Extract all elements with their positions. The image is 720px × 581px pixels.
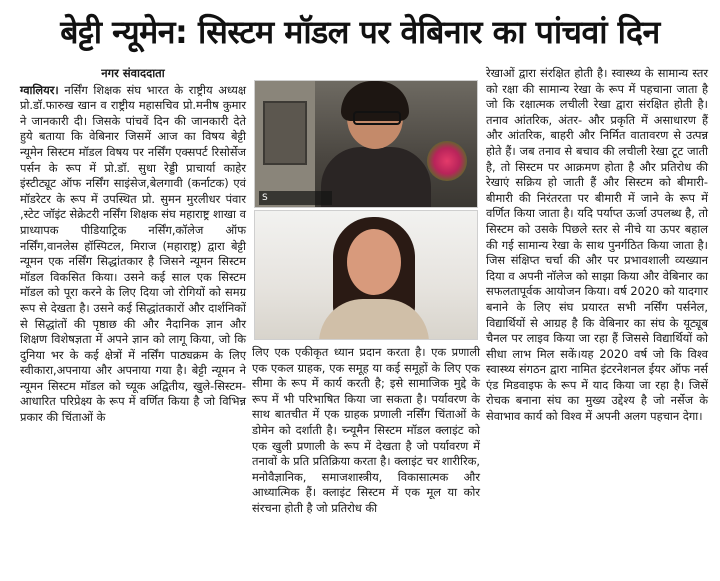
dateline: ग्वालियर। — [20, 82, 59, 97]
photo-participant-bottom — [254, 210, 478, 340]
article-column-3 — [486, 66, 708, 425]
photo-flowers — [427, 141, 467, 181]
headline: बेट्टी न्यूमेन: सिस्टम मॉडल पर वेबिनार का पांचवां दिन — [60, 12, 660, 51]
glasses-icon — [353, 111, 401, 125]
column-2-body: लिए एक एकीकृत ध्यान प्रदान करता है। एक प्रणाली एक एकल ग्राहक, एक समूह या कई समूहों के लिए एक सीमा के रूप में कार्य करती है; इसे सामाजिक मुद्दे के रूप में भी परिभाषित किया जा सकता है। पर्यावरण के साथ बातचीत में एक ग्राहक प्रणाली नर्सिंग चिंताओं के डोमेन को दर्शाती है। च्न्यूमैन सिस्टम मॉडल क्लाइंट को एक खुली प्रणाली के रूप में देखता है जो पर्यावरण में तनावों के प्रति प्रतिक्रिया करता है। क्लाइंट चर शारीरिक, मनोवैज्ञानिक, समाजशास्त्रीय, विकासात्मक और आध्यात्मिक हैं। क्लाइंट सिस्टम में एक मूल या कोर संरचना होती है जो प्रतिरोध की — [252, 345, 480, 515]
column-3-body: रेखाओं द्वारा संरक्षित होती है। स्वास्थ्य के सामान्य स्तर को रक्षा की सामान्य रेखा के रूप में पहचाना जाता है जो कि रक्षात्मक लचीली रेखा द्वारा संरक्षित होती है। तनाव आंतरिक, अंतर- और प्रकृति में असाधारण हैं और आंतरिक, बाहरी और निर्मित वातावरण से उत्पन्न होते हैं। जब तनाव से बचाव की लचीली रेखा टूट जाती है, तो सिस्टम पर आक्रमण होता है और प्रतिरोध की रेखाएं सक्रिय हो जाती हैं और सिस्टम को बीमारी-बीमारी की निरंतरता पर बीमारी में जाने के रूप में वर्णित किया जाता है। यदि पर्याप्त ऊर्जा उपलब्ध है, तो सिस्टम को उसके पिछले स्तर से नीचे या ऊपर बहाल की गई सामान्य रेखा के साथ पुनर्गठित किया जाता है।जिस संक्षिप्त चर्चा की और पर प्रभावशाली व्यख्यान दिया व अपनी नॉलेज को साझा किया और वेबिनार का सफलतापूर्वक आयोजन किया। वर्ष 2020 को यादगार बनाने के लिए संघ प्रयारत सभी नर्सिंग पर्सनेल, विद्यार्थियों से आग्रह है कि वेबिनार का संघ के यूट्यूब चैनल पर लाइव किया जा रहा हैं जिससे विद्यार्थियों को सीधा लाभ मिल सकें।यह 2020 वर्ष जो कि विश्व स्वास्थ्य संगठन द्वारा नामित इंटरनेशनल ईयर ऑफ नर्स एंड मिडवाइफ के रूप में याद किया जा रहा है। जिसें रोचक बनाना संघ का मुख्य उद्देश्य है जो नर्सेज के सेवाभाव कार्य को विश्व में अपनी अलग पहचान देगा। — [486, 66, 708, 424]
article-column-2 — [252, 345, 480, 517]
column-1-text — [20, 83, 246, 426]
article-column-1 — [20, 66, 246, 426]
column-1-body: नर्सिंग शिक्षक संघ भारत के राष्ट्रीय अध्यक्ष प्रो.डॉ.फारुख खान व राष्ट्रीय महासचिव प्रो.मनीष कुमार ने जानकारी दी। जिसके पांचवें दिन की जानकारी देते हुये बताया कि वेबिनार जिसमें आज का विषय बेट्टी न्यूमेन सिस्टम मॉडल विषय पर नर्सिंग एक्सपर्ट रिसोर्सेज पर्सन के रूप में प्रो.डॉ. सुधा रेड्डी प्राचार्या काहेर इंस्टीट्यूट ऑफ नर्सिंग साइंसेज,बेलगावी (कर्नाटक) एवं मॉडरेटर के रूप में उपस्थित प्रो. सुमन मुरलीधर पंवार ,स्टेट जॉइंट सेक्रेटरी नर्सिंग शिक्षक संघ महाराष्ट्र शाखा व प्राध्यापक पीडियाट्रिक नर्सिंग,कॉलेज ऑफ नर्सिंग,वानलेस हॉस्पिटल, मिराज (महाराष्ट्र) द्वारा बेट्टी न्यूमन एक नर्सिंग सिद्धांतकार है जिसने न्यूमन सिस्टम मॉडल विकसित किया। उसने कई साल एक सिस्टम मॉडल को पूरा करने के लिए दिया जो रोगियों को समग्र रूप से देखता है। उसने कई सिद्धांतकारों और दार्शनिकों से सिद्धांतों की पृष्ठाछ की और नैदानिक ज्ञान और शिक्षण विशेषज्ञता में अपने ज्ञान को लागू किया, जो कि दुनिया भर के कई क्षेत्रों में नर्सिंग पाठ्यक्रम के लिए स्वीकारा,अपनाया और अपनाया गया है। बेट्टी न्यूमन ने न्यूमन सिस्टम मॉडल को च्यूक अद्वितीय, खुले-सिस्टम-आधारित परिप्रेक्ष्य के रूप में वर्णित किया है जो विभिन्न प्रकार की चिंताओं के — [20, 82, 246, 425]
person-head — [347, 229, 401, 295]
photo-participant-top — [254, 80, 478, 208]
video-name-label: S — [259, 191, 332, 205]
byline: नगर संवाददाता — [101, 66, 165, 80]
photo-shelf — [263, 101, 307, 165]
person-body — [321, 147, 431, 208]
